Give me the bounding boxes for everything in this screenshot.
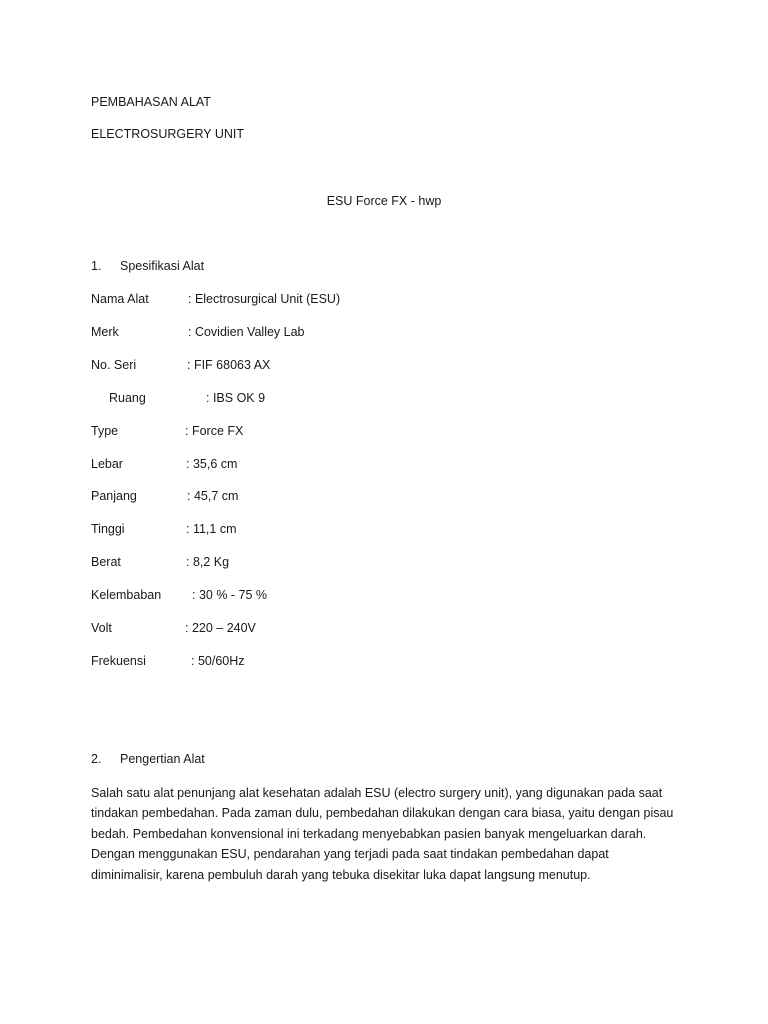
- spec-row: [91, 423, 691, 439]
- spec-label: Nama Alat: [91, 292, 149, 306]
- spec-row: [91, 324, 691, 340]
- spec-value: : 8,2 Kg: [186, 555, 230, 569]
- section-2-heading: Pengertian Alat: [120, 752, 205, 766]
- spec-value: : 35,6 cm: [186, 457, 238, 471]
- spec-value: : FIF 68063 AX: [187, 358, 271, 372]
- spec-row: [91, 488, 691, 504]
- section-1-number: 1.: [91, 259, 102, 273]
- spec-label: Kelembaban: [91, 588, 162, 602]
- spec-row: [91, 521, 691, 537]
- spec-value: : 30 % - 75 %: [192, 588, 268, 602]
- spec-label: Lebar: [91, 457, 123, 471]
- spec-value: : 45,7 cm: [187, 489, 239, 503]
- paragraph-line: bedah. Pembedahan konvensional ini terkadang menyebabkan pasien banyak mengeluarkan darah.: [91, 826, 647, 841]
- spec-label: Tinggi: [91, 522, 125, 536]
- spec-value: : IBS OK 9: [206, 391, 266, 405]
- spec-label: Ruang: [109, 391, 146, 405]
- spec-row: [91, 456, 691, 472]
- paragraph-line: diminimalisir, karena pembuluh darah yang tebuka disekitar luka dapat langsung menutup.: [91, 867, 591, 882]
- spec-value: : Covidien Valley Lab: [188, 325, 305, 339]
- spec-row: [91, 554, 691, 570]
- definition-paragraph: [91, 783, 681, 885]
- spec-value: : 11,1 cm: [186, 522, 237, 536]
- device-title: ESU Force FX - hwp: [326, 194, 442, 208]
- spec-row: [91, 587, 691, 603]
- spec-value: : 220 – 240V: [185, 621, 256, 635]
- spec-label: No. Seri: [91, 358, 137, 372]
- paragraph-line: tindakan pembedahan. Pada zaman dulu, pembedahan dilakukan dengan cara biasa, yaitu dengan pisau: [91, 806, 674, 821]
- document-subtitle: ELECTROSURGERY UNIT: [91, 127, 245, 141]
- spec-value: : Electrosurgical Unit (ESU): [188, 292, 341, 306]
- spec-row: [91, 291, 691, 307]
- paragraph-line: Salah satu alat penunjang alat kesehatan adalah ESU (electro surgery unit), yang digunakan pada saat: [91, 786, 663, 800]
- spec-row: [91, 620, 691, 636]
- spec-row: [91, 357, 691, 373]
- section-1-heading: Spesifikasi Alat: [120, 259, 205, 273]
- spec-label: Frekuensi: [91, 654, 146, 668]
- spec-label: Panjang: [91, 489, 137, 503]
- spec-label: Berat: [91, 555, 121, 569]
- spec-row: [91, 390, 691, 406]
- paragraph-line: Dengan menggunakan ESU, pendarahan yang terjadi pada saat tindakan pembedahan dapat: [91, 847, 609, 862]
- spec-label: Type: [91, 424, 119, 438]
- document-title: PEMBAHASAN ALAT: [91, 95, 211, 109]
- spec-value: : Force FX: [185, 424, 244, 438]
- spec-row: [91, 653, 691, 669]
- section-2-number: 2.: [91, 752, 102, 766]
- spec-value: : 50/60Hz: [191, 654, 245, 668]
- spec-label: Volt: [91, 621, 112, 635]
- spec-label: Merk: [91, 325, 119, 339]
